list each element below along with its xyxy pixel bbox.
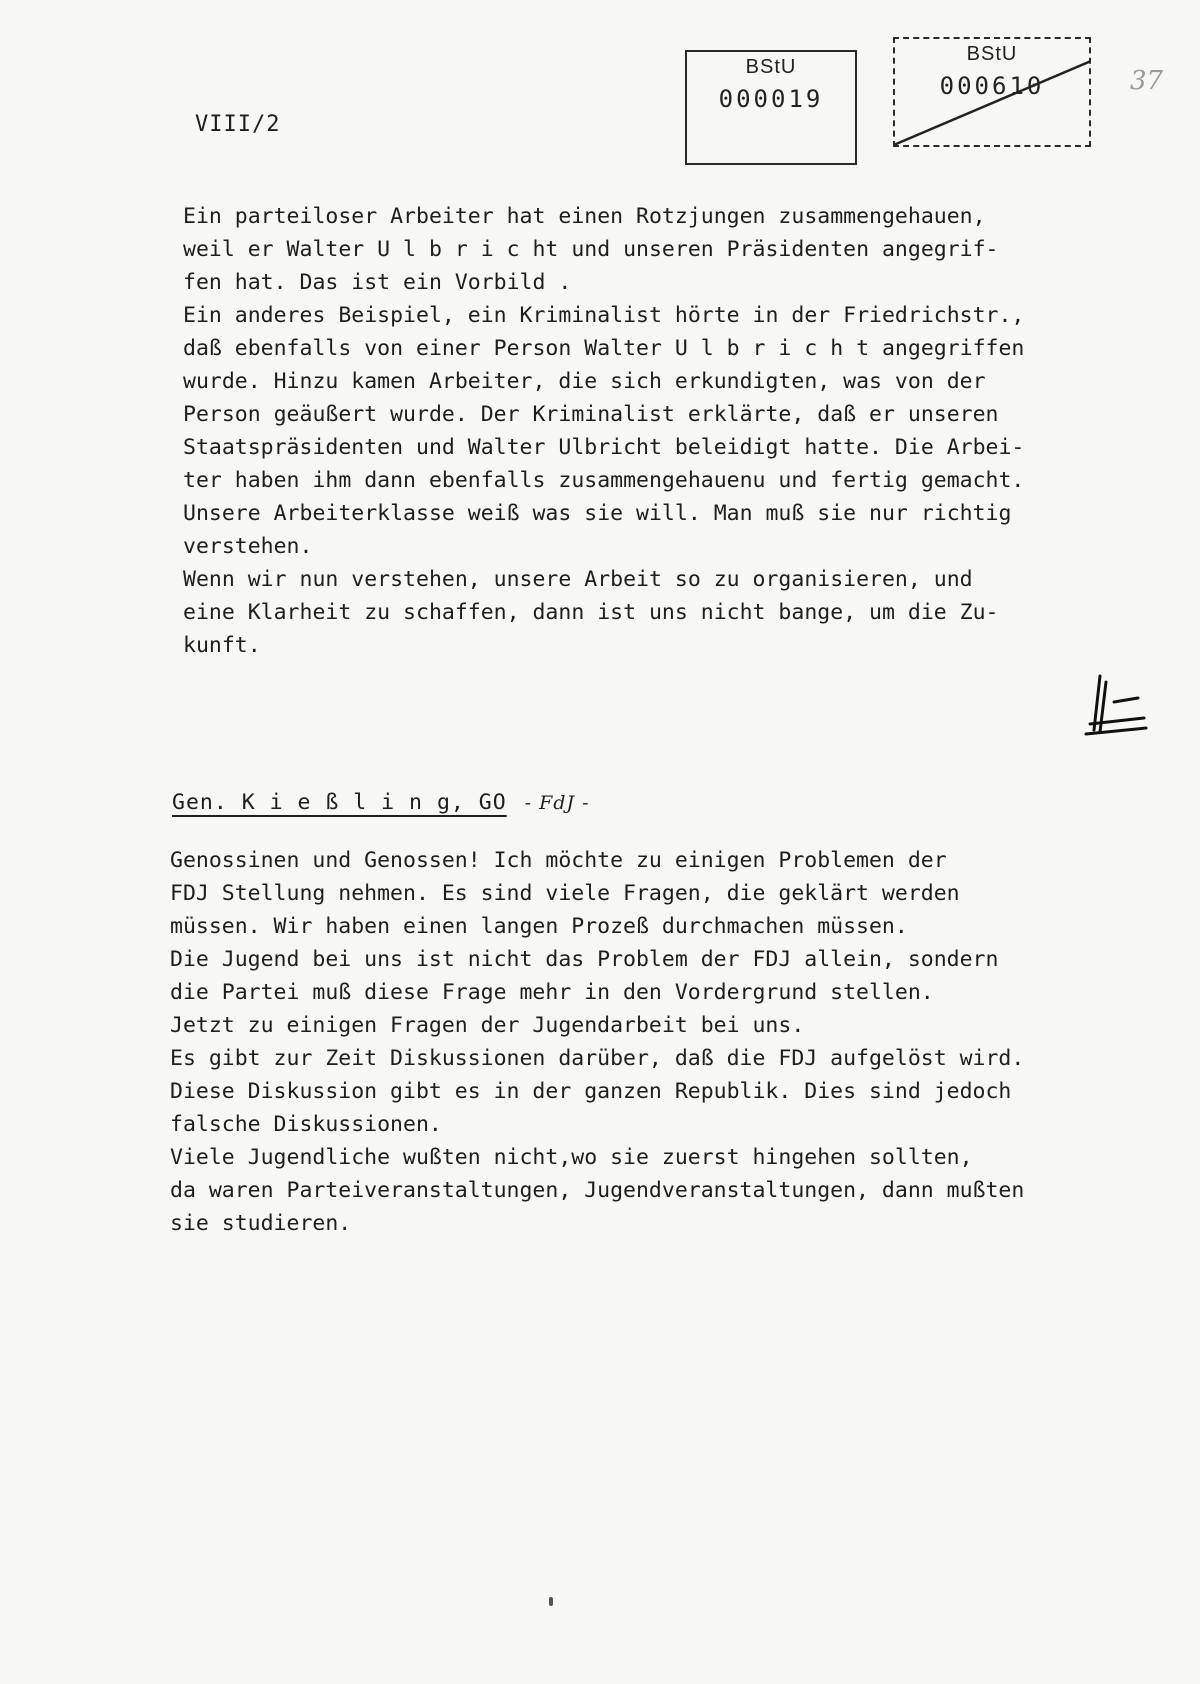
pencil-page-mark: 37 [1130, 66, 1164, 96]
typed-line: die Partei muß diese Frage mehr in den Vordergrund stellen. [170, 980, 934, 1005]
typed-line: müssen. Wir haben einen langen Prozeß durchmachen müssen. [170, 914, 908, 939]
typed-line: Ein anderes Beispiel, ein Kriminalist hörte in der Friedrichstr., [183, 303, 1025, 328]
typed-line: Die Jugend bei uns ist nicht das Problem der FDJ allein, sondern [170, 947, 999, 972]
second-speech-paragraph [170, 844, 1150, 1240]
handwritten-annotation: - FdJ - [524, 792, 590, 814]
typed-line: sie studieren. [170, 1211, 352, 1236]
document-reference: VIII/2 [195, 112, 281, 137]
typed-line: Diese Diskussion gibt es in der ganzen Republik. Dies sind jedoch [170, 1079, 1012, 1104]
archive-stamp-crossed-out [893, 37, 1091, 147]
stamp-page-number: 000610 [939, 72, 1045, 100]
typed-line: verstehen. [183, 534, 313, 559]
stamp-agency: BStU [745, 56, 797, 78]
stamp-agency: BStU [966, 43, 1018, 65]
typed-line: Person geäußert wurde. Der Kriminalist erklärte, daß er unseren [183, 402, 999, 427]
typed-line: ter haben ihm dann ebenfalls zusammengehauenu und fertig gemacht. [183, 468, 1025, 493]
stamp-page-number: 000019 [718, 85, 824, 113]
archive-stamp-current [685, 50, 857, 165]
handwritten-signature [1080, 672, 1150, 742]
typed-line: Es gibt zur Zeit Diskussionen darüber, daß die FDJ aufgelöst wird. [170, 1046, 1025, 1071]
typed-line: Unsere Arbeiterklasse weiß was sie will. Man muß sie nur richtig [183, 501, 1012, 526]
typed-line: Genossinen und Genossen! Ich möchte zu einigen Problemen der [170, 848, 947, 873]
strike-through-line [895, 39, 1089, 145]
speaker-heading [172, 790, 590, 815]
typed-line: FDJ Stellung nehmen. Es sind viele Fragen, die geklärt werden [170, 881, 960, 906]
typed-line: eine Klarheit zu schaffen, dann ist uns nicht bange, um die Zu- [183, 600, 999, 625]
typed-line: kunft. [183, 633, 261, 658]
typed-line: falsche Diskussionen. [170, 1112, 442, 1137]
typed-line: Wenn wir nun verstehen, unsere Arbeit so zu organisieren, und [183, 567, 973, 592]
typed-line: daß ebenfalls von einer Person Walter U l b r i c h t angegriffen [183, 336, 1025, 361]
typed-line: wurde. Hinzu kamen Arbeiter, die sich erkundigten, was von der [183, 369, 986, 394]
typed-line: Viele Jugendliche wußten nicht,wo sie zuerst hingehen sollten, [170, 1145, 973, 1170]
ink-mark [549, 1597, 553, 1606]
speaker-name: Gen. K i e ß l i n g, GO [172, 790, 507, 815]
first-speech-paragraph [183, 200, 1133, 662]
typed-line: weil er Walter U l b r i c ht und unseren Präsidenten angegrif- [183, 237, 999, 262]
typed-line: Staatspräsidenten und Walter Ulbricht beleidigt hatte. Die Arbei- [183, 435, 1025, 460]
typed-line: fen hat. Das ist ein Vorbild . [183, 270, 572, 295]
typed-line: da waren Parteiveranstaltungen, Jugendveranstaltungen, dann mußten [170, 1178, 1025, 1203]
typed-line: Ein parteiloser Arbeiter hat einen Rotzjungen zusammengehauen, [183, 204, 986, 229]
typed-line: Jetzt zu einigen Fragen der Jugendarbeit bei uns. [170, 1013, 805, 1038]
